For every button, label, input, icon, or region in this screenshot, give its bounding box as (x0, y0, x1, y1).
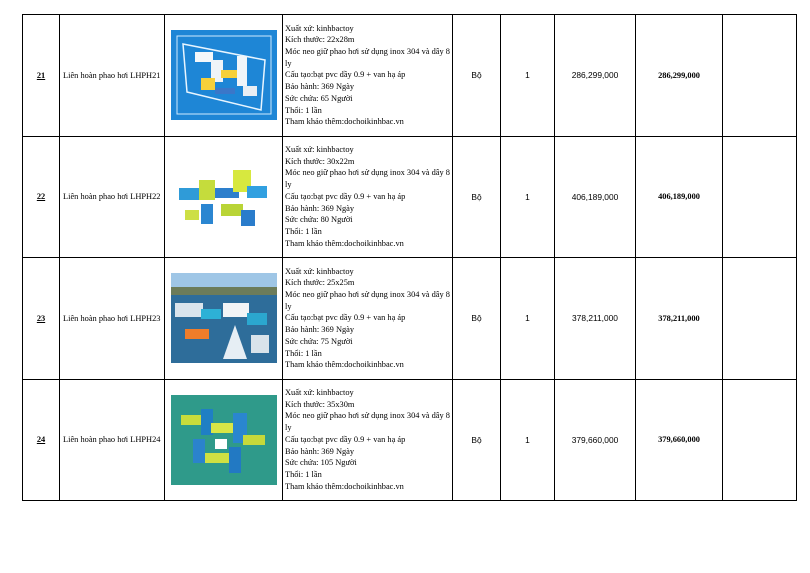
product-specs (283, 379, 453, 501)
spec-line: Sức chứa: 105 Người (285, 458, 357, 468)
total-price-cell: 406,189,000 (636, 136, 723, 258)
product-image-cell (165, 15, 283, 137)
spec-line: Xuất xứ: kinhbactoy (285, 388, 354, 398)
spec-line: Bảo hành: 369 Ngày (285, 82, 355, 92)
spec-line: Cấu tạo:bạt pvc dầy 0.9 + van hạ áp (285, 191, 406, 201)
product-name: Liên hoàn phao hơi LHPH23 (60, 258, 165, 380)
product-name: Liên hoàn phao hơi LHPH21 (60, 15, 165, 137)
unit-cell: Bộ (453, 258, 501, 380)
inflatable-water-park-image (171, 395, 277, 485)
spec-line: Móc neo giữ phao hơi sử dụng inox 304 và dây 8 ly (285, 411, 450, 433)
spec-line: Sức chứa: 75 Người (285, 336, 353, 346)
product-image-cell (165, 258, 283, 380)
table-row (23, 258, 797, 380)
spec-line: Kích thước: 25x25m (285, 278, 355, 288)
product-image-cell (165, 136, 283, 258)
row-number: 24 (23, 379, 60, 501)
spec-line: Tham khảo thêm:dochoikinhbac.vn (285, 117, 404, 127)
quantity-cell: 1 (501, 379, 555, 501)
total-price-cell: 379,660,000 (636, 379, 723, 501)
product-name: Liên hoàn phao hơi LHPH24 (60, 379, 165, 501)
spec-line: Thổi: 1 lần (285, 105, 322, 115)
inflatable-water-park-image (171, 152, 277, 242)
spec-line: Thổi: 1 lần (285, 470, 322, 479)
spec-line: Thổi: 1 lần (285, 227, 322, 236)
spec-line: Móc neo giữ phao hơi sử dụng inox 304 và dây 8 ly (285, 289, 450, 311)
spec-line: Kích thước: 22x28m (285, 35, 355, 45)
unit-cell: Bộ (453, 136, 501, 258)
unit-price-cell: 378,211,000 (555, 258, 636, 380)
spec-line: Sức chứa: 80 Người (285, 215, 353, 225)
spec-line: Cấu tạo:bạt pvc dầy 0.9 + van hạ áp (285, 70, 406, 80)
spec-line: Tham khảo thêm:dochoikinhbac.vn (285, 360, 404, 370)
unit-price-cell: 379,660,000 (555, 379, 636, 501)
inflatable-water-park-image (171, 273, 277, 363)
quantity-cell: 1 (501, 15, 555, 137)
unit-price-cell: 286,299,000 (555, 15, 636, 137)
unit-cell: Bộ (453, 379, 501, 501)
table-row (23, 136, 797, 258)
spec-line: Móc neo giữ phao hơi sử dụng inox 304 và dây 8 ly (285, 168, 450, 190)
empty-cell (723, 379, 797, 501)
quantity-cell: 1 (501, 136, 555, 258)
spec-line: Tham khảo thêm:dochoikinhbac.vn (285, 481, 404, 491)
quantity-cell: 1 (501, 258, 555, 380)
table-row (23, 15, 797, 137)
spec-line: Sức chứa: 65 Người (285, 93, 353, 103)
empty-cell (723, 258, 797, 380)
table-row (23, 379, 797, 501)
spec-line: Kích thước: 30x22m (285, 156, 355, 166)
product-specs (283, 15, 453, 137)
total-price-cell: 286,299,000 (636, 15, 723, 137)
inflatable-water-park-image (171, 30, 277, 120)
product-specs (283, 258, 453, 380)
spec-line: Tham khảo thêm:dochoikinhbac.vn (285, 238, 404, 248)
spec-line: Thổi: 1 lần (285, 348, 322, 358)
product-specs (283, 136, 453, 258)
price-table (22, 14, 797, 501)
row-number: 23 (23, 258, 60, 380)
spec-line: Xuất xứ: kinhbactoy (285, 145, 354, 155)
product-image-cell (165, 379, 283, 501)
unit-cell: Bộ (453, 15, 501, 137)
row-number: 21 (23, 15, 60, 137)
spec-line: Bảo hành: 369 Ngày (285, 325, 355, 335)
spec-line: Kích thước: 35x30m (285, 399, 355, 409)
spec-line: Cấu tạo:bạt pvc dầy 0.9 + van hạ áp (285, 434, 406, 444)
spec-line: Móc neo giữ phao hơi sử dụng inox 304 và dây 8 ly (285, 46, 450, 68)
spec-line: Cấu tạo:bạt pvc dầy 0.9 + van hạ áp (285, 313, 406, 323)
spec-line: Xuất xứ: kinhbactoy (285, 266, 354, 276)
spec-line: Xuất xứ: kinhbactoy (285, 23, 354, 33)
row-number: 22 (23, 136, 60, 258)
unit-price-cell: 406,189,000 (555, 136, 636, 258)
spec-line: Bảo hành: 369 Ngày (285, 203, 355, 213)
product-name: Liên hoàn phao hơi LHPH22 (60, 136, 165, 258)
empty-cell (723, 15, 797, 137)
spec-line: Bảo hành: 369 Ngày (285, 446, 355, 456)
total-price-cell: 378,211,000 (636, 258, 723, 380)
empty-cell (723, 136, 797, 258)
